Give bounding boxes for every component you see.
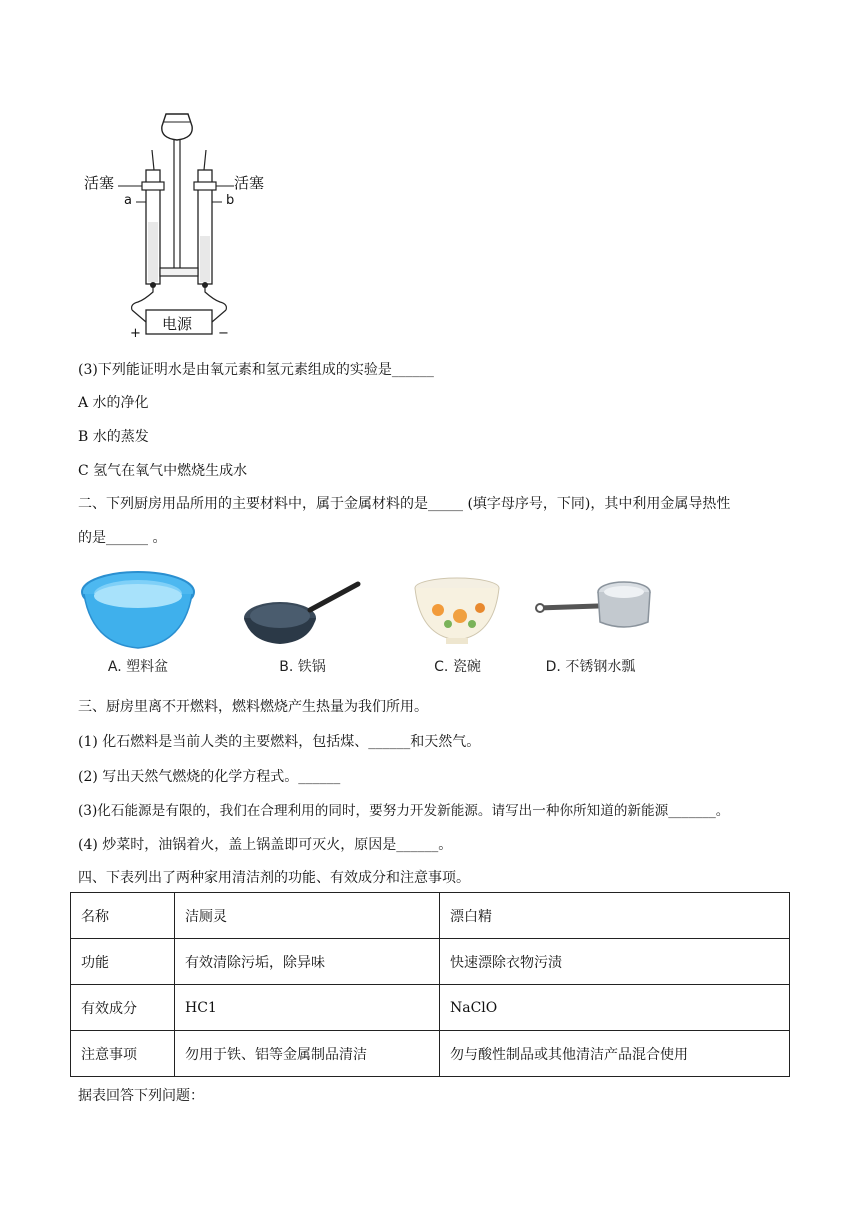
section-3-question-1: (1) 化石燃料是当前人类的主要燃料，包括煤、______和天然气。 [78,734,481,750]
table-cell: 勿用于铁、铝等金属制品清洁 [175,1031,440,1077]
plastic-basin-image [78,566,198,656]
right-stopcock-label: 活塞 [234,174,265,192]
table-row [71,893,790,939]
section-3-question-2: (2) 写出天然气燃烧的化学方程式。______ [78,769,341,785]
section-4-footer: 据表回答下列问题： [78,1088,204,1104]
tube-a-label: a [124,193,132,208]
table-cell: 有效清除污垢，除异味 [175,939,440,985]
section-2-question-line-1: 二、下列厨房用品所用的主要材料中，属于金属材料的是_____ (填字母序号，下同)，其中利用金属导热性 [78,496,731,512]
option-a: A 水的净化 [78,395,149,411]
table-cell: 注意事项 [71,1031,175,1077]
steel-ladle-photo [528,566,653,678]
table-cell: 功能 [71,939,175,985]
iron-wok-image [240,566,365,656]
caption-steel-ladle: D. 不锈钢水瓢 [545,659,636,675]
section-3-intro: 三、厨房里离不开燃料，燃料燃烧产生热量为我们所用。 [78,699,428,715]
option-c: C 氢气在氧气中燃烧生成水 [78,463,248,479]
question-3-stem: (3)下列能证明水是由氧元素和氢元素组成的实验是______ [78,362,434,378]
table-cell: 勿与酸性制品或其他清洁产品混合使用 [440,1031,790,1077]
electrolysis-apparatus-drawing [78,104,278,344]
cleaner-comparison-table [70,892,790,1077]
table-cell: 洁厕灵 [175,893,440,939]
section-4-intro: 四、下表列出了两种家用清洁剂的功能、有效成分和注意事项。 [78,870,470,886]
option-b: B 水的蒸发 [78,429,149,445]
section-2-question-line-2: 的是______ 。 [78,530,167,546]
porcelain-bowl-image [410,566,505,656]
caption-porcelain-bowl: C. 瓷碗 [434,659,481,675]
table-cell: 名称 [71,893,175,939]
positive-terminal-label: + [130,326,141,341]
porcelain-bowl-photo [410,566,505,678]
left-stopcock-label: 活塞 [84,174,115,192]
table-cell: 有效成分 [71,985,175,1031]
table-cell: NaClO [440,985,790,1031]
table-row [71,985,790,1031]
table-row [71,939,790,985]
table-cell: HC1 [175,985,440,1031]
caption-iron-wok: B. 铁锅 [279,659,326,675]
plastic-basin-photo [78,566,198,678]
negative-terminal-label: − [218,326,229,341]
electrolysis-diagram [78,104,278,344]
power-source-label: 电源 [162,315,193,333]
table-row [71,1031,790,1077]
table-cell: 快速漂除衣物污渍 [440,939,790,985]
section-3-question-4: (4) 炒菜时，油锅着火，盖上锅盖即可灭火，原因是______。 [78,837,453,853]
iron-wok-photo [240,566,365,678]
section-3-question-3: (3)化石能源是有限的，我们在合理利用的同时，要努力开发新能源。请写出一种你所知道的新能源_______。 [78,803,730,819]
caption-plastic-basin: A. 塑料盆 [107,659,169,675]
table-cell: 漂白精 [440,893,790,939]
tube-b-label: b [226,193,235,208]
steel-ladle-image [528,566,653,656]
